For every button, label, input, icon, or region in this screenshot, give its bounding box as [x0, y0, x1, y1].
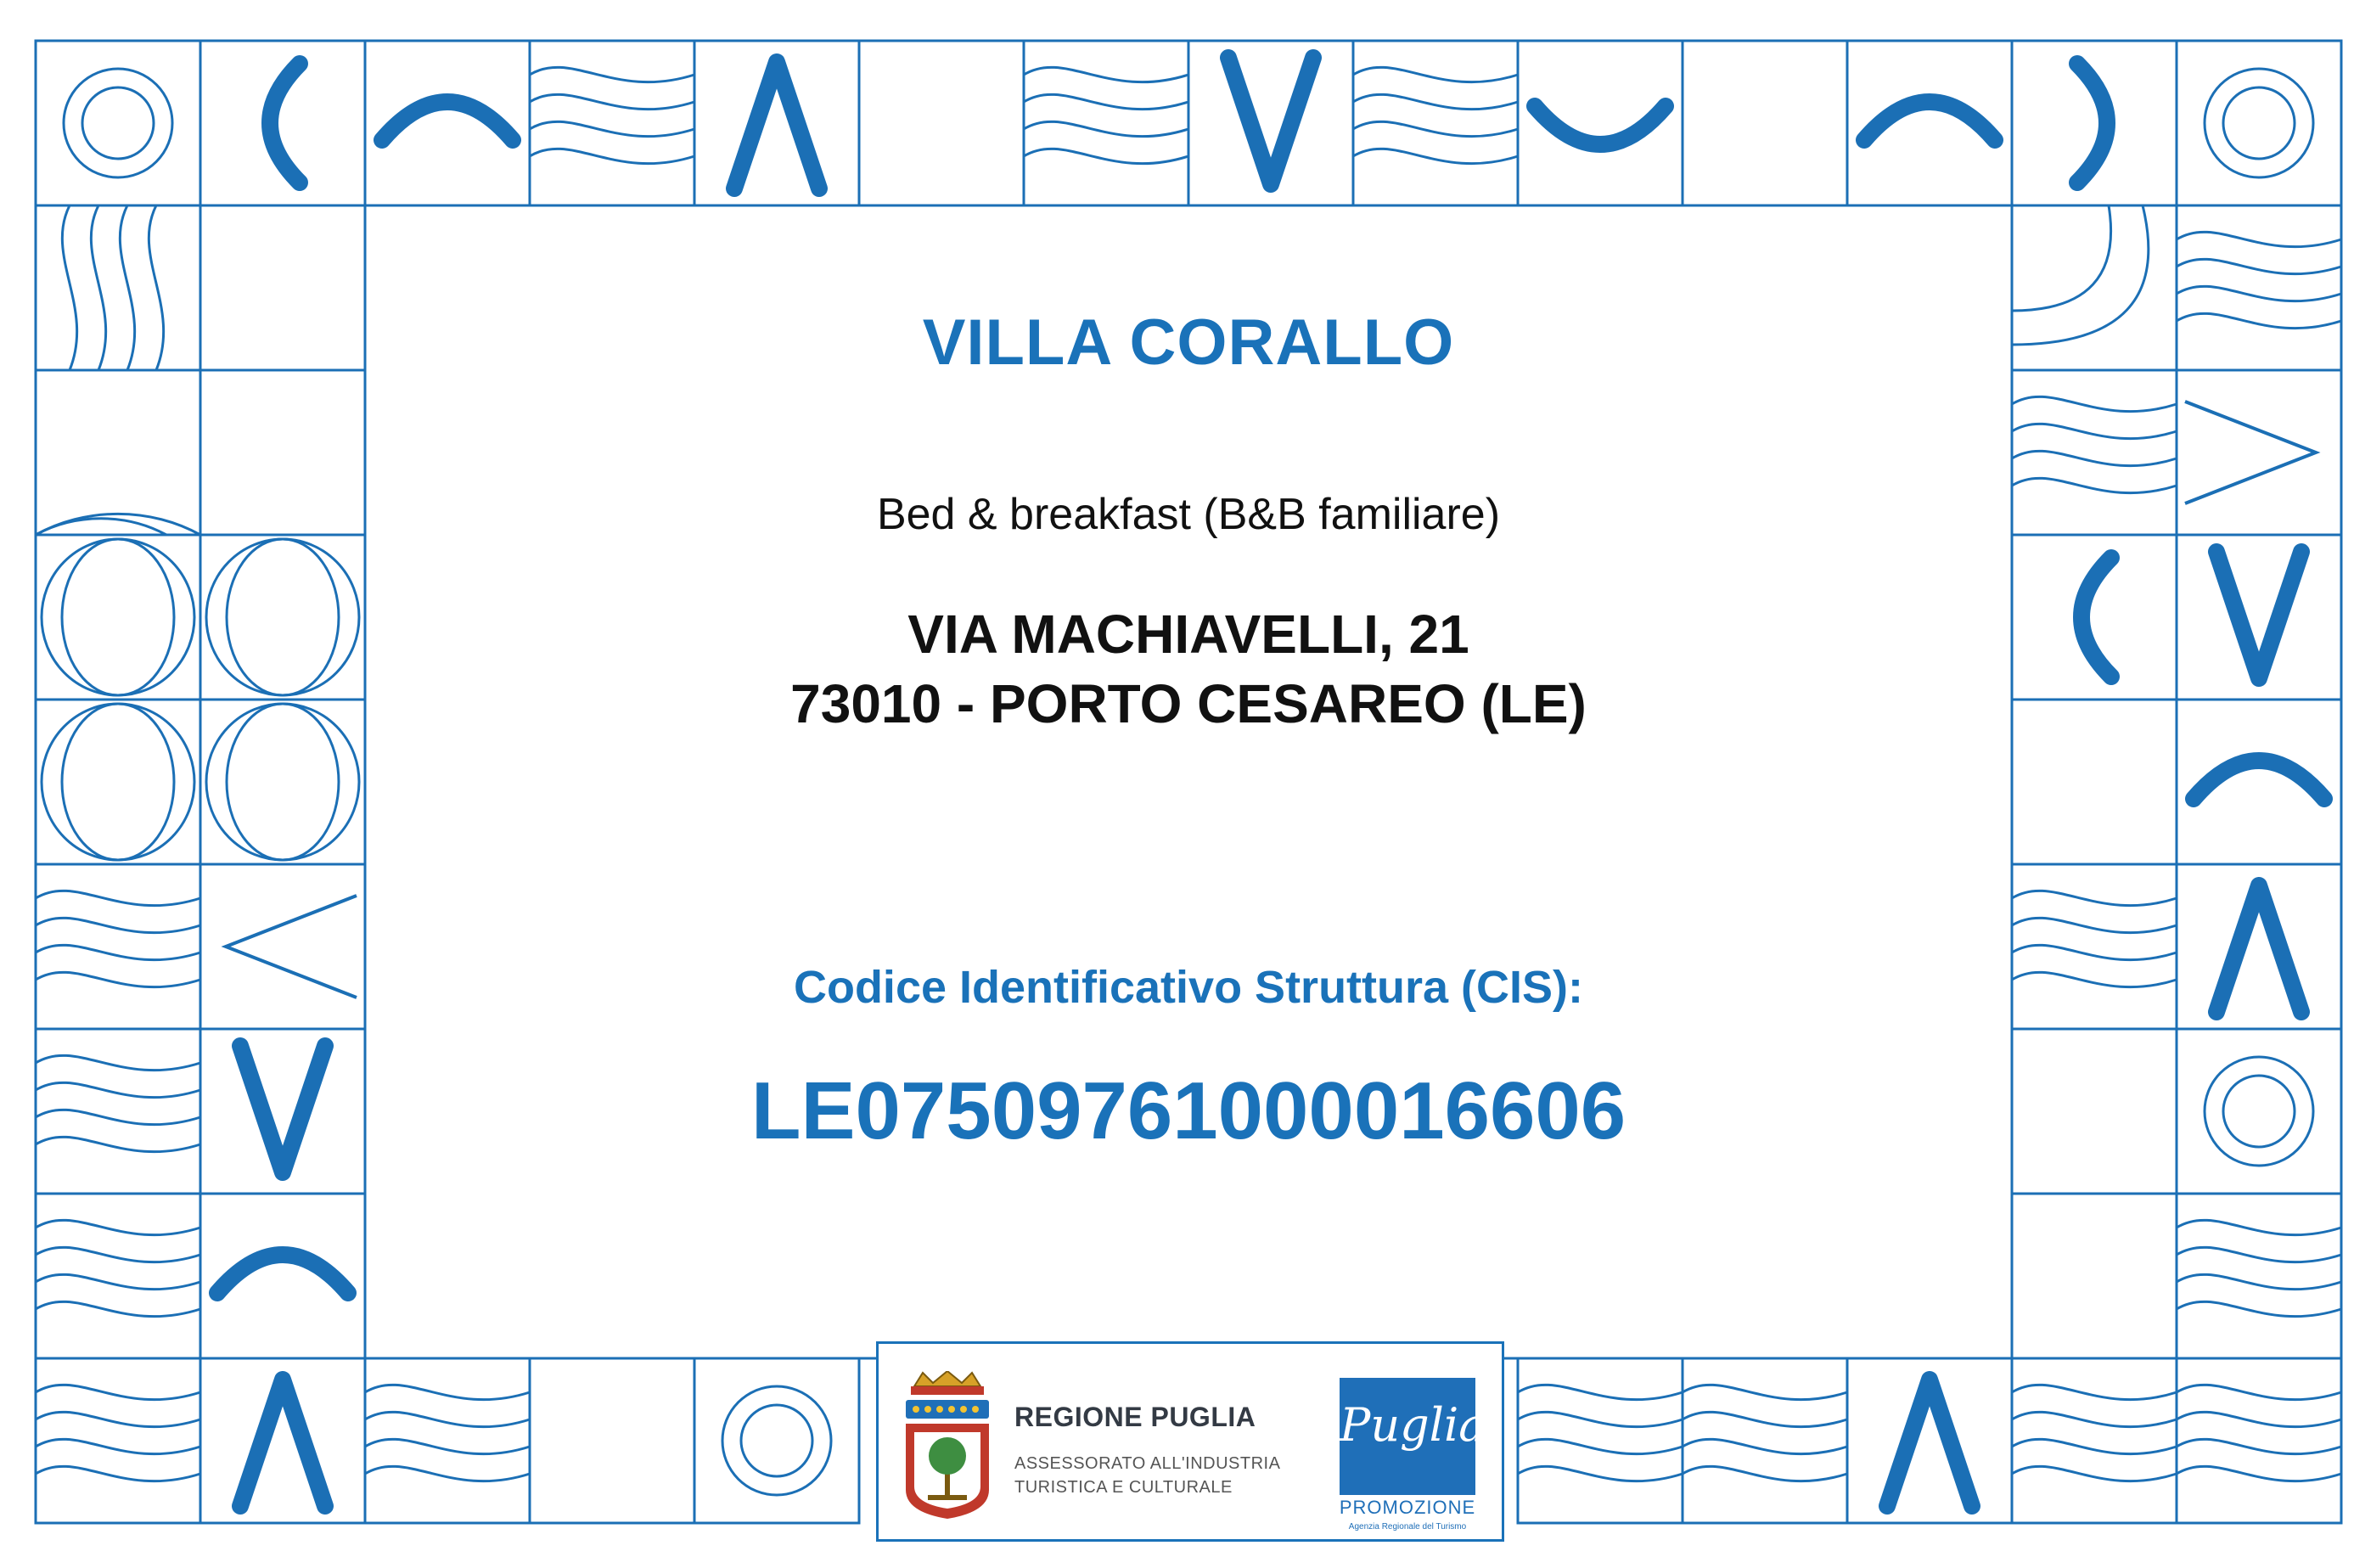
border-tile-caret-up-icon	[1847, 1358, 2012, 1523]
border-tile-waves-icon	[2177, 1358, 2341, 1523]
border-tile-waves-icon	[1518, 1358, 1683, 1523]
border-tile-ring-icon	[694, 1358, 859, 1523]
border-tile-curve-icon	[2012, 205, 2177, 370]
border-tile-blank-icon	[530, 1358, 694, 1523]
cis-label: Codice Identificativo Struttura (CIS):	[793, 962, 1584, 1013]
property-type: Bed & breakfast (B&B familiare)	[876, 490, 1501, 539]
promozione-subtitle: Agenzia Regionale del Turismo	[1348, 1522, 1467, 1531]
border-tile-arch-icon	[1847, 41, 2012, 205]
puglia-promozione-logo	[1340, 1378, 1486, 1495]
border-tile-caret-up-icon	[2177, 864, 2341, 1029]
border-tile-waves-icon	[365, 1358, 530, 1523]
property-name: VILLA CORALLO	[922, 306, 1455, 379]
promozione-label: PROMOZIONE	[1339, 1497, 1476, 1518]
border-tile-blank-icon	[2012, 700, 2177, 864]
regione-puglia-crest-icon	[902, 1371, 992, 1520]
border-tile-caret-up-icon	[200, 1358, 365, 1523]
border-tile-caret-down-icon	[200, 1029, 365, 1194]
border-tile-blank-icon	[200, 205, 365, 370]
border-tile-paren-icon	[2012, 535, 2177, 700]
border-tile-half-circle-icon	[36, 370, 200, 535]
border-tile-waves-icon	[36, 1194, 200, 1358]
border-tile-caret-right-icon	[2177, 370, 2341, 535]
address-street: VIA MACHIAVELLI, 21	[907, 604, 1469, 665]
border-tile-blank-icon	[859, 41, 1024, 205]
border-tile-blank-icon	[2012, 1194, 2177, 1358]
border-tile-arch-icon	[365, 41, 530, 205]
address-city: 73010 - PORTO CESAREO (LE)	[790, 673, 1587, 734]
border-tile-ring-large-icon	[36, 535, 200, 700]
border-tile-waves-icon	[2012, 1358, 2177, 1523]
cis-code: LE07509761000016606	[750, 1065, 1626, 1156]
border-tile-arch-icon	[200, 1194, 365, 1358]
border-tile-waves-icon	[2012, 370, 2177, 535]
regione-subtitle-line1: ASSESSORATO ALL'INDUSTRIA	[1014, 1454, 1281, 1473]
border-tile-waves-icon	[36, 1358, 200, 1523]
border-tile-caret-down-icon	[1188, 41, 1353, 205]
border-tile-waves-icon	[530, 41, 694, 205]
puglia-logo-text: Puglia	[1340, 1398, 1486, 1452]
footer-logos	[876, 1341, 1504, 1542]
border-tile-ring-icon	[2177, 1029, 2341, 1194]
border-tile-blank-icon	[1683, 41, 1847, 205]
border-tile-paren-right-icon	[2012, 41, 2177, 205]
regione-subtitle-line2: TURISTICA E CULTURALE	[1014, 1478, 1233, 1497]
border-tile-ring-large-icon	[200, 535, 365, 700]
border-tile-smile-icon	[1518, 41, 1683, 205]
border-tile-ring-icon	[36, 41, 200, 205]
border-tile-blank-icon	[2012, 1029, 2177, 1194]
border-tile-blank-icon	[200, 370, 365, 535]
border-tile-waves-icon	[36, 864, 200, 1029]
regione-puglia-title: REGIONE PUGLIA	[1014, 1402, 1256, 1432]
border-tile-arch-icon	[2177, 700, 2341, 864]
border-tile-waves-icon	[1683, 1358, 1847, 1523]
border-tile-waves-icon	[2177, 1194, 2341, 1358]
border-tile-waves-icon	[2177, 205, 2341, 370]
border-tile-caret-left-icon	[200, 864, 365, 1029]
border-tile-waves-icon	[2012, 864, 2177, 1029]
border-tile-waves-icon	[1024, 41, 1188, 205]
border-tile-waves-icon	[36, 1029, 200, 1194]
border-tile-caret-up-icon	[694, 41, 859, 205]
border-tile-paren-left-icon	[200, 41, 365, 205]
border-tile-ring-large-icon	[200, 700, 365, 864]
border-tile-waves-icon	[1353, 41, 1518, 205]
border-tile-waves-vertical-icon	[36, 205, 200, 370]
border-tile-caret-down-icon	[2177, 535, 2341, 700]
border-tile-ring-large-icon	[36, 700, 200, 864]
border-tile-ring-icon	[2177, 41, 2341, 205]
